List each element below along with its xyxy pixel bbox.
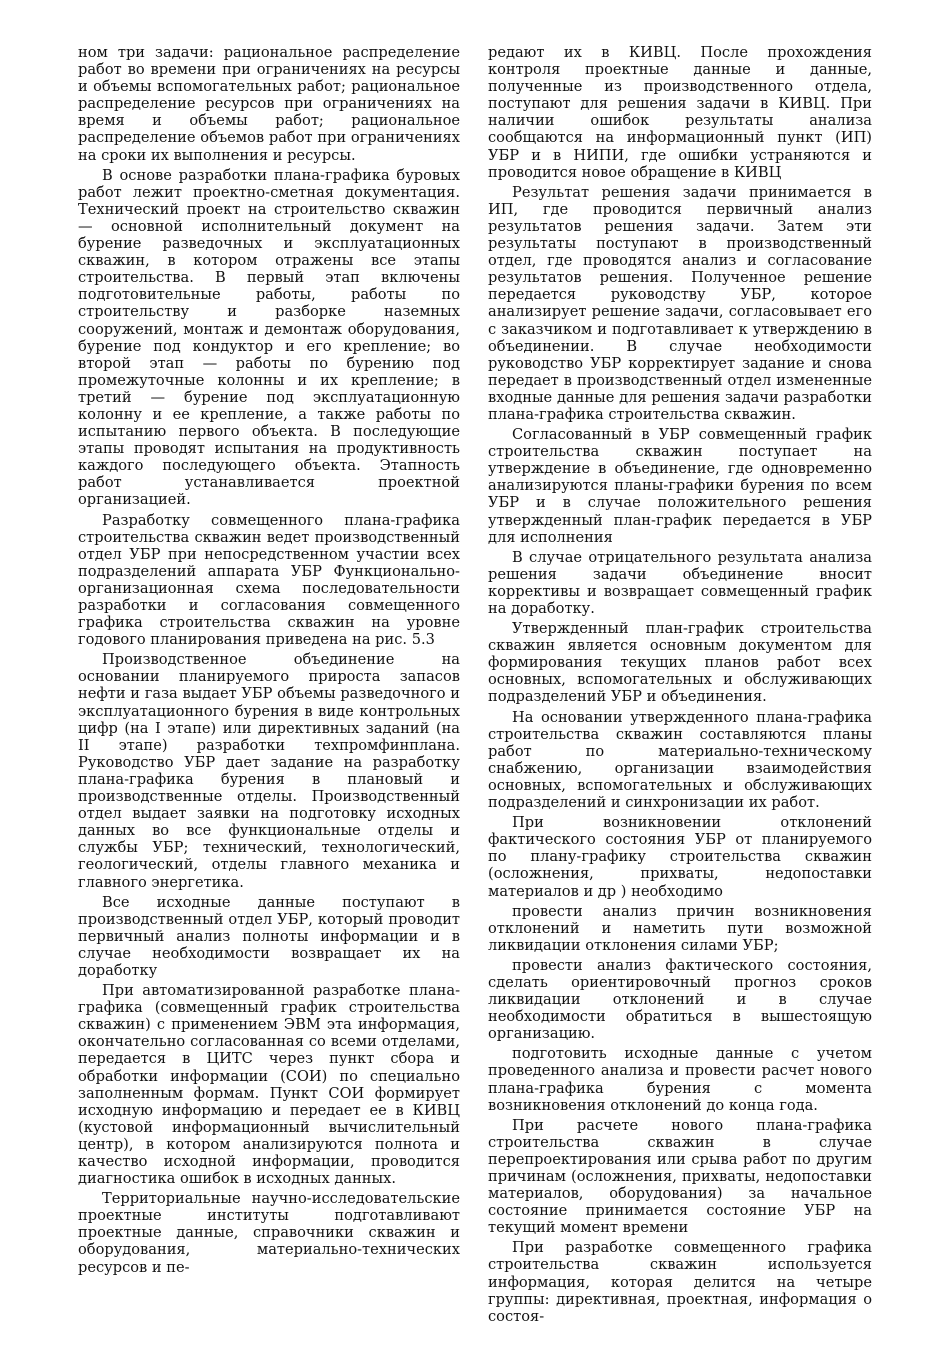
paragraph: подготовить исходные данные с учетом проведенного анализа и провести расчет нового плана-графика бурения с момента возникновения отклонений до конца года. <box>488 1045 872 1114</box>
paragraph: Все исходные данные поступают в производственный отдел УБР, который проводит первичный анализ полноты информации и в случае необходимости возвращает их на доработку <box>78 893 460 979</box>
paragraph: При разработке совмещенного графика строительства скважин используется информация, которая делится на четыре группы: директивная, проектная, информация о состоя- <box>488 1239 872 1325</box>
paragraph: ном три задачи: рациональное распределение работ во времени при ограничениях на ресурсы и объемы вспомогательных работ; рациональное распределение ресурсов при ограничениях на время и объемы работ; рациональное распределение объемов работ при ограничениях на сроки их выполнения и ресурсы. <box>78 44 460 164</box>
paragraph: Результат решения задачи принимается в ИП, где проводится первичный анализ результатов решения задачи. Затем эти результаты поступают в производственный отдел, где проводятся анализ и согласование результатов решения. Полученное решение передается руководству УБР, которое анализирует решение задачи, согласовывает его с заказчиком и подготавливает к утверждению в объединении. В случае необходимости руководство УБР корректирует задание и снова передает в производственный отдел измененные входные данные для решения задачи разработки плана-графика строительства скважин. <box>488 183 872 423</box>
paragraph: Согласованный в УБР совмещенный график строительства скважин поступает на утверждение в объединение, где одновременно анализируются планы-графики бурения по всем УБР и в случае положительного решения утвержденный план-график передается в УБР для исполнения <box>488 426 872 546</box>
paragraph: Разработку совмещенного плана-графика строительства скважин ведет производственный отдел УБР при непосредственном участии всех подразделений аппарата УБР Функционально-организационная схема последовательности разработки и согласования совмещенного графика строительства скважин на уровне годового планирования приведена на рис. 5.3 <box>78 511 460 649</box>
paragraph: провести анализ причин возникновения отклонений и наметить пути возможной ликвидации отклонения силами УБР; <box>488 902 872 954</box>
right-text-column <box>488 44 872 1328</box>
paragraph: Утвержденный план-график строительства скважин является основным документом для формирования текущих планов работ всех основных, вспомогательных и обслуживающих подразделений УБР и объединения. <box>488 620 872 706</box>
paragraph: При расчете нового плана-графика строительства скважин в случае перепроектирования или срыва работ по другим причинам (осложнения, прихваты, недопоставки материалов, оборудования) за начальное состояние принимается состояние УБР на текущий момент времени <box>488 1116 872 1237</box>
left-text-column <box>78 44 460 1279</box>
paragraph: редают их в КИВЦ. После прохождения контроля проектные данные и данные, полученные из производственного отдела, поступают для решения задачи в КИВЦ. При наличии ошибок результаты анализа сообщаются на информационный пункт (ИП) УБР и в НИПИ, где ошибки устраняются и проводится новое обращение в КИВЦ <box>488 44 872 181</box>
paragraph: При возникновении отклонений фактического состояния УБР от планируемого по плану-графику строительства скважин (осложнения, прихваты, недопоставки материалов и др ) необходимо <box>488 814 872 900</box>
paragraph: Производственное объединение на основании планируемого прироста запасов нефти и газа выдает УБР объемы разведочного и эксплуатационного бурения в виде контрольных цифр (на I этапе) или директивных заданий (на II этапе) разработки техпромфинплана. Руководство УБР дает задание на разработку плана-графика бурения в плановый и производственные отделы. Производственный отдел выдает заявки на подготовку исходных данных во все функциональные отделы и службы УБР; технический, технологический, геологический, отделы главного механика и главного энергетика. <box>78 651 460 891</box>
paragraph: Территориальные научно-исследовательские проектные институты подготавливают проектные данные, справочники скважин и оборудования, материально-технических ресурсов и пе- <box>78 1190 460 1276</box>
paragraph: В случае отрицательного результата анализа решения задачи объединение вносит коррективы и возвращает совмещенный график на доработку. <box>488 548 872 617</box>
paragraph: провести анализ фактического состояния, сделать ориентировочный прогноз сроков ликвидации отклонений и в случае необходимости обратиться в вышестоящую организацию. <box>488 956 872 1043</box>
paragraph: В основе разработки плана-графика буровых работ лежит проектно-сметная документация. Технический проект на строительство скважин — основной исполнительный документ на бурение разведочных и эксплуатационных скважин, в котором отражены все этапы строительства. В первый этап включены подготовительные работы, работы по строительству и разборке наземных сооружений, монтаж и демонтаж оборудования, бурение под кондуктор и его крепление; во второй этап — работы по бурению под промежуточные колонны и их крепление; в третий — бурение под эксплуатационную колонну и ее крепление, а также работы по испытанию первого объекта. В последующие этапы проводят испытания на продуктивность каждого последующего объекта. Этапность работ устанавливается проектной организацией. <box>78 166 460 509</box>
paragraph: При автоматизированной разработке плана-графика (совмещенный график строительства скважин) с применением ЭВМ эта информация, окончательно согласованная со всеми отделами, передается в ЦИТС через пункт сбора и обработки информации (СОИ) по специально заполненным формам. Пункт СОИ формирует исходную информацию и передает ее в КИВЦ (кустовой информационный вычислительный центр), в котором анализируются полнота и качество исходной информации, проводится диагностика ошибок в исходных данных. <box>78 982 460 1188</box>
paragraph: На основании утвержденного плана-графика строительства скважин составляются планы работ по материально-техническому снабжению, организации взаимодействия основных, вспомогательных и обслуживающих подразделений и синхронизации их работ. <box>488 708 872 812</box>
